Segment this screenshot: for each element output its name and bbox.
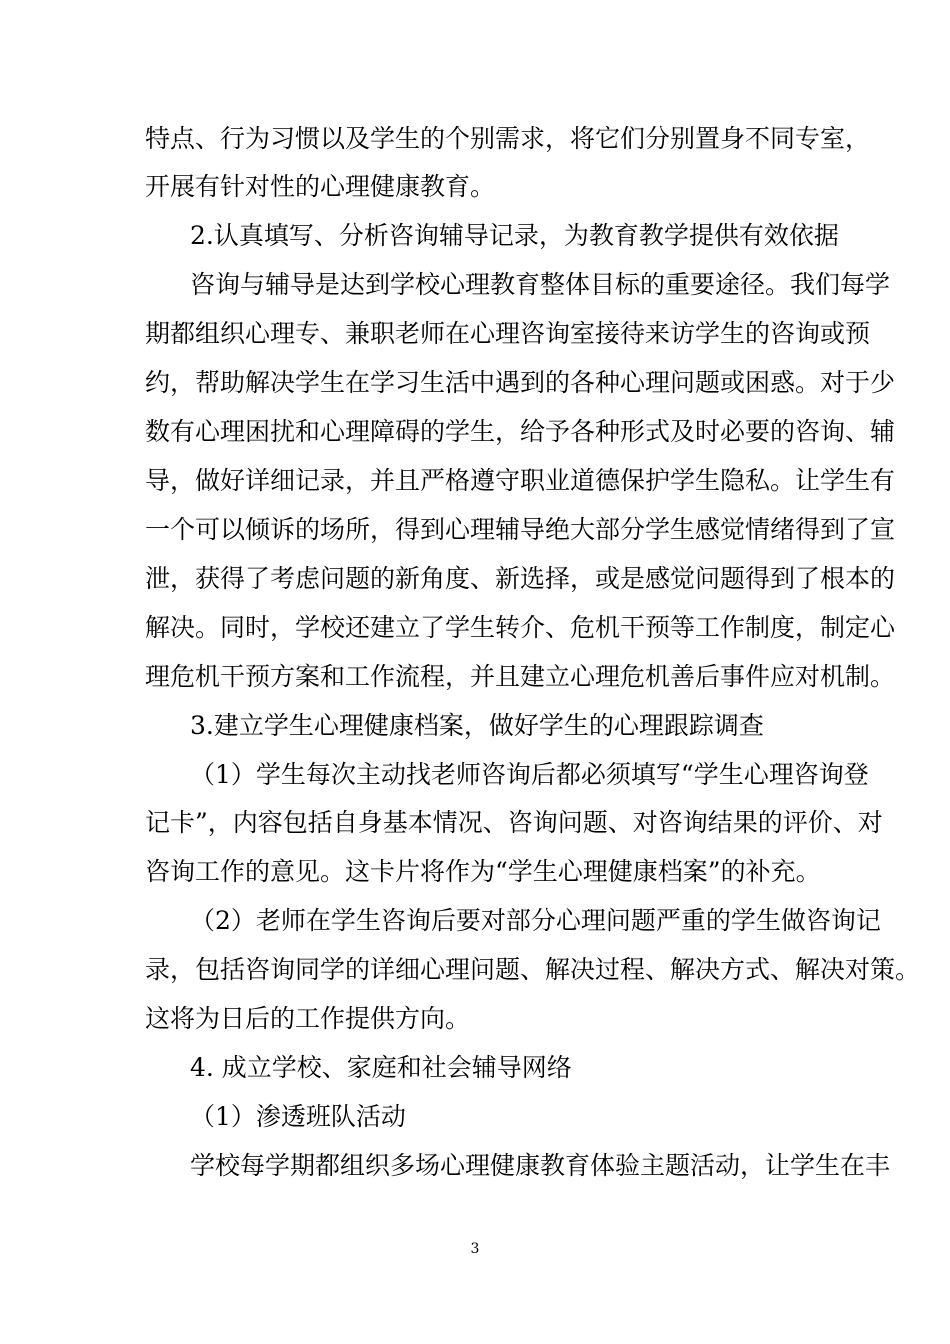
paragraph-line: 泄，获得了考虑问题的新角度、新选择，或是感觉问题得到了根本的 xyxy=(145,564,896,593)
paragraph-line: （2）老师在学生咨询后要对部分心理问题严重的学生做咨询记 xyxy=(190,906,881,935)
paragraph-line: 开展有针对性的心理健康教育。 xyxy=(145,172,496,201)
paragraph-line: 记卡”，内容包括自身基本情况、咨询问题、对咨询结果的评价、对 xyxy=(145,808,883,837)
paragraph-line: 咨询工作的意见。这卡片将作为“学生心理健康档案”的补充。 xyxy=(145,857,821,886)
paragraph-line: 数有心理困扰和心理障碍的学生，给予各种形式及时必要的咨询、辅 xyxy=(145,417,896,446)
paragraph-line: 解决。同时，学校还建立了学生转介、危机干预等工作制度，制定心 xyxy=(145,613,896,642)
paragraph-line: 一个可以倾诉的场所，得到心理辅导绝大部分学生感觉情绪得到了宣 xyxy=(145,515,896,544)
paragraph-line: 录，包括咨询同学的详细心理问题、解决过程、解决方式、解决对策。 xyxy=(145,955,921,984)
paragraph-line: 理危机干预方案和工作流程，并且建立心理危机善后事件应对机制。 xyxy=(145,662,896,691)
paragraph-line: （1）学生每次主动找老师咨询后都必须填写“学生心理咨询登 xyxy=(190,760,869,789)
page-number: 3 xyxy=(470,1241,480,1257)
paragraph-line: 导，做好详细记录，并且严格遵守职业道德保护学生隐私。让学生有 xyxy=(145,466,896,495)
subsection-heading: （1）渗透班队活动 xyxy=(190,1102,406,1131)
section-heading: 4. 成立学校、家庭和社会辅导网络 xyxy=(190,1053,572,1082)
paragraph-line: 特点、行为习惯以及学生的个别需求，将它们分别置身不同专室， xyxy=(145,124,871,153)
section-heading: 2.认真填写、分析咨询辅导记录，为教育教学提供有效依据 xyxy=(190,221,839,250)
paragraph-line: 期都组织心理专、兼职老师在心理咨询室接待来访学生的咨询或预 xyxy=(145,319,871,348)
paragraph-line: 约，帮助解决学生在学习生活中遇到的各种心理问题或困惑。对于少 xyxy=(145,368,896,397)
section-heading: 3.建立学生心理健康档案，做好学生的心理跟踪调查 xyxy=(190,711,764,740)
paragraph-line: 这将为日后的工作提供方向。 xyxy=(145,1004,471,1033)
paragraph-line: 学校每学期都组织多场心理健康教育体验主题活动，让学生在丰 xyxy=(190,1151,891,1180)
paragraph-line: 咨询与辅导是达到学校心理教育整体目标的重要途径。我们每学 xyxy=(190,270,891,299)
